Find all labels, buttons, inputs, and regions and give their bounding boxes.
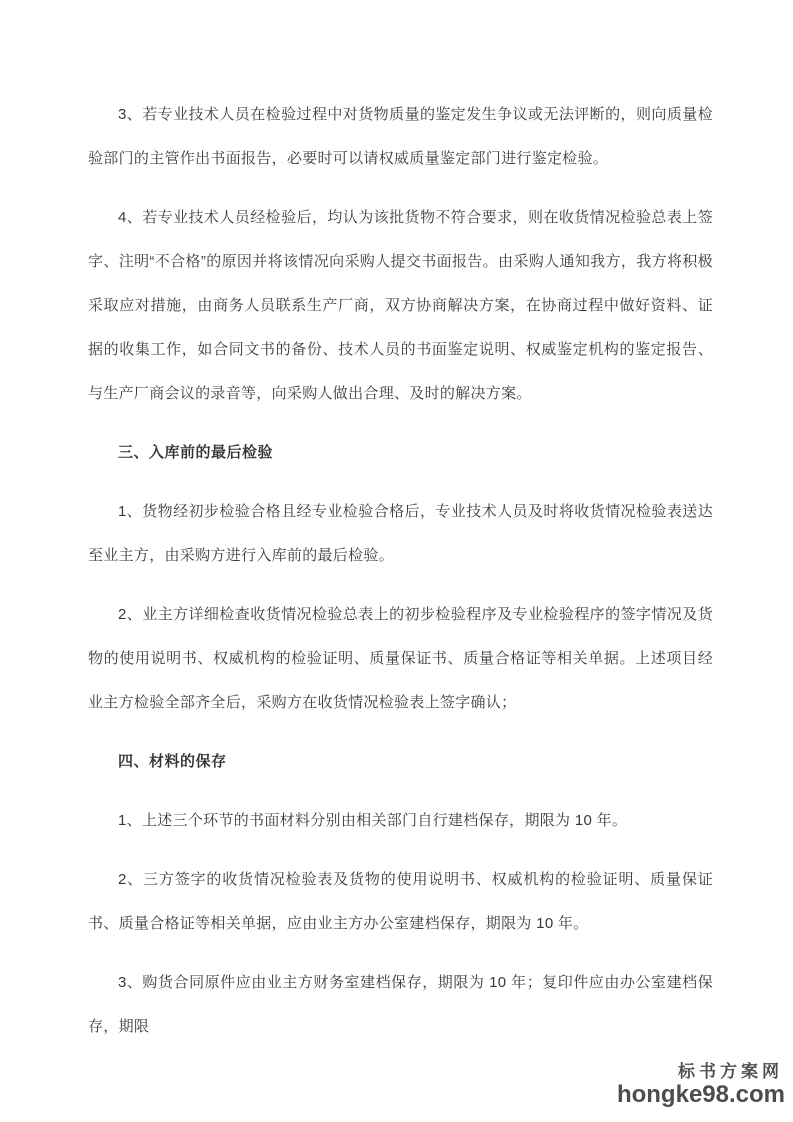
site-watermark-logo	[617, 1061, 785, 1107]
paragraph-storage-2-office: 2、三方签字的收货情况检验表及货物的使用说明书、权威机构的检验证明、质量保证书、质量合格证等相关单据，应由业主方办公室建档保存，期限为 10 年。	[88, 871, 713, 932]
paragraph-final-1-delivery-form: 1、货物经初步检验合格且经专业检验合格后，专业技术人员及时将收货情况检验表送达至业主方，由采购方进行入库前的最后检验。	[88, 503, 713, 564]
section-heading-material-storage: 四、材料的保存	[118, 753, 227, 770]
section-heading-final-inspection: 三、入库前的最后检验	[118, 444, 274, 461]
document-body	[88, 93, 713, 1064]
paragraph-storage-3-contract: 3、购货合同原件应由业主方财务室建档保存，期限为 10 年；复印件应由办公室建档保存，期限	[88, 974, 713, 1035]
paragraph-item-4-nonconforming: 4、若专业技术人员经检验后，均认为该批货物不符合要求，则在收货情况检验总表上签字、注明“不合格”的原因并将该情况向采购人提交书面报告。由采购人通知我方，我方将积极采取应对措施，由商务人员联系生产厂商，双方协商解决方案，在协商过程中做好资料、证据的收集工作，如合同文书的备份、技术人员的书面鉴定说明、权威鉴定机构的鉴定报告、与生产厂商会议的录音等，向采购人做出合理、及时的解决方案。	[88, 209, 713, 402]
paragraph-storage-1-archive: 1、上述三个环节的书面材料分别由相关部门自行建档保存，期限为 10 年。	[118, 812, 628, 829]
paragraph-final-2-owner-check: 2、业主方详细检查收货情况检验总表上的初步检验程序及专业检验程序的签字情况及货物的使用说明书、权威机构的检验证明、质量保证书、质量合格证等相关单据。上述项目经业主方检验全部齐全后，采购方在收货情况检验表上签字确认；	[88, 606, 713, 711]
paragraph-item-3-dispute-report: 3、若专业技术人员在检验过程中对货物质量的鉴定发生争议或无法评断的，则向质量检验部门的主管作出书面报告，必要时可以请权威质量鉴定部门进行鉴定检验。	[88, 106, 713, 167]
watermark-site-url: hongke98.com	[616, 1080, 785, 1108]
watermark-site-name: 标书方案网	[678, 1061, 783, 1081]
